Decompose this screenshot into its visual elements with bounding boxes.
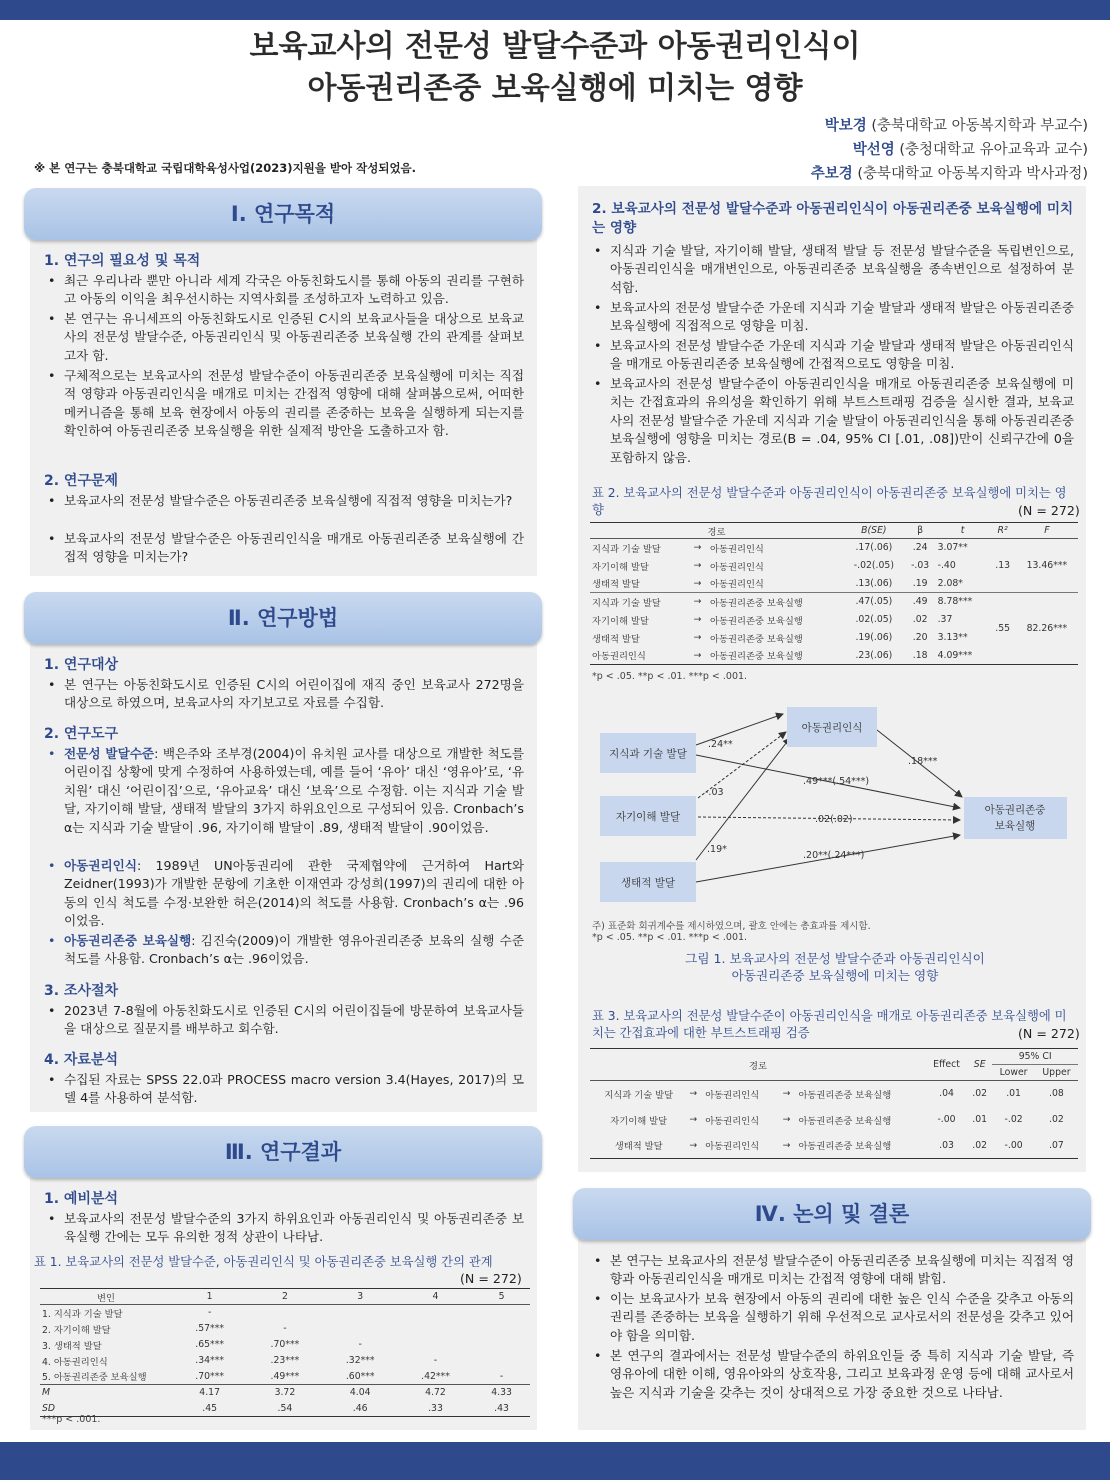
- table-row: 자기이해 발달 → 아동권리인식 → 아동권리존중 보육실행 -.00 .01 -.02 .02: [610, 1114, 1064, 1127]
- coef-label: -.03: [705, 787, 724, 798]
- table-row: 자기이해 발달 → 아동권리존중 보육실행 .02(.05) .02 .37: [592, 614, 953, 627]
- table-row-sd: SD .45 .54 .46 .33 .43: [42, 1402, 509, 1414]
- table-row: 생태적 발달 → 아동권리인식 → 아동권리존중 보육실행 .03 .02 -.00 .07: [614, 1139, 1064, 1153]
- bullet: • 보육교사의 전문성 발달수준 가운데 지식과 기술 발달과 생태적 발달은 아동권리인식을 매개로 아동권리존중 보육실행에 간접적으로도 영향을 미침.: [590, 337, 1074, 374]
- table-2-note: *p < .05. **p < .01. ***p < .001.: [592, 671, 748, 682]
- bullet: • 구체적으로는 보육교사의 전문성 발달수준이 아동권리존중 보육실행에 미치는 직접적 영향과 아동권리인식을 매개로 미치는 간접적 영향에 대해 살펴봄으로써, 어떠한 메커니즘을 통해 보육 현장에서 아동의 권리를 존중하는 보육을 실행하게 되는지를 확인하여 아동권리존중 보육실행을 위한 실제적 방안을 도출하고자 함.: [44, 367, 524, 441]
- bullet: • 본 연구의 결과에서는 전문성 발달수준의 하위요인들 중 특히 지식과 기술 발달, 즉 영유아에 대한 이해, 영유아와의 상호작용, 그리고 보육과정 운영 등에 대해 교사로서 높은 지식과 기술을 갖추는 것이 상대적으로 가장 중요한 것으로 나타남.: [590, 1347, 1074, 1402]
- author-1: 박보경 (충북대학교 아동복지학과 부교수): [824, 118, 1088, 134]
- research-question: • 보육교사의 전문성 발달수준은 아동권리인식을 매개로 아동권리존중 보육실행에 간접적 영향을 미치는가?: [44, 530, 524, 567]
- subheading-instruments: 2. 연구도구: [44, 726, 119, 742]
- bullet: • 이는 보육교사가 보육 현장에서 아동의 권리에 대한 높은 인식 수준을 갖추고 아동의 권리를 존중하는 보육을 실행하기 위해 우선적으로 교사로서의 전문성을 갖추고 있어야 함을 의미함.: [590, 1290, 1074, 1345]
- table-2-n: (N = 272): [1018, 503, 1080, 518]
- table-2-caption: 표 2. 보육교사의 전문성 발달수준과 아동권리인식이 아동권리존중 보육실행에 미치는 영향: [592, 486, 1067, 517]
- table-1-n: (N = 272): [460, 1271, 522, 1286]
- subheading-main-result: 2. 보육교사의 전문성 발달수준과 아동권리인식이 아동권리존중 보육실행에 미치는 영향: [592, 201, 1074, 236]
- subheading-analysis: 4. 자료분석: [44, 1052, 119, 1068]
- table-row: 3. 생태적 발달 .65*** .70*** -: [42, 1339, 362, 1352]
- instrument-item: • 아동권리인식: 1989년 UN아동권리에 관한 국제협약에 근거하여 Hart와 Zeidner(1993)가 개발한 문항에 기초한 이재연과 강성희(1997)의 권리에 대한 아동의 인식 척도를 수정·보완한 허은(2014)의 척도를 사용함. Cronbach’s α는 .96이었음.: [44, 857, 524, 931]
- bullet: • 2023년 7-8월에 아동친화도시로 인증된 C시의 어린이집들에 방문하여 보육교사들을 대상으로 질문지를 배부하고 회수함.: [44, 1002, 524, 1039]
- arrow-ecological-to-awareness: [696, 738, 790, 860]
- table-row: 4. 아동권리인식 .34*** .23*** .32*** -: [42, 1355, 438, 1368]
- table-row: 1. 지식과 기술 발달 -: [42, 1307, 212, 1320]
- author-list: [811, 114, 1088, 186]
- table-row-mean: M 4.17 3.72 4.04 4.72 4.33: [42, 1387, 512, 1399]
- table-3-caption: 표 3. 보육교사의 전문성 발달수준이 아동권리인식을 매개로 아동권리존중 보육실행에 미치는 간접효과에 대한 부트스트래핑 검증: [592, 1009, 1067, 1040]
- table-header-row: 경로 B(SE) β t R² F: [590, 523, 1078, 539]
- node-label: 아동권리인식: [801, 722, 863, 734]
- bullet: • 수집된 자료는 SPSS 22.0과 PROCESS macro version 3.4(Hayes, 2017)의 모델 4를 사용하여 분석함.: [44, 1071, 524, 1108]
- node-label: 지식과 기술 발달: [609, 748, 687, 760]
- top-band: [0, 0, 1110, 20]
- subheading-subjects: 1. 연구대상: [44, 657, 119, 673]
- table-subheader-row: Lower Upper: [590, 1065, 1078, 1081]
- author-2: 박선영 (충청대학교 유아교육과 교수): [852, 142, 1088, 158]
- table-row: 지식과 기술 발달 → 아동권리존중 보육실행 .47(.05) .49 8.78*** .55 82.26***: [592, 596, 1068, 634]
- section-1-header: Ⅰ. 연구목적: [24, 188, 542, 240]
- table-header-row: 변인 1 2 3 4 5: [40, 1289, 530, 1305]
- section-2-header: Ⅱ. 연구방법: [24, 592, 542, 644]
- coef-label: .49***(.54***): [803, 776, 870, 787]
- bullet: • 보육교사의 전문성 발달수준 가운데 지식과 기술 발달과 생태적 발달은 아동권리존중 보육실행에 직접적으로 영향을 미침.: [590, 299, 1074, 336]
- bullet: • 보육교사의 전문성 발달수준이 아동권리인식을 매개로 아동권리존중 보육실행에 미치는 간접효과의 유의성을 확인하기 위해 부트스트래핑 검증을 실시한 결과, 보육교사의 전문성 발달수준 가운데 지식과 기술 발달이 아동권리인식을 통해 아동권리존중 보육실행에 영향을 미치는 경로(B = .04, 95% CI [.01, .08])만이 신뢰구간에 0을 포함하지 않음.: [590, 375, 1074, 467]
- table-row: 생태적 발달 → 아동권리인식 .13(.06) .19 2.08*: [590, 575, 1078, 593]
- bottom-band: [0, 1442, 1110, 1480]
- node-label: 아동권리존중: [984, 804, 1046, 816]
- coef-label: .24**: [708, 739, 733, 750]
- section-4-header: Ⅳ. 논의 및 결론: [573, 1188, 1091, 1240]
- figure-1-caption: 그림 1. 보육교사의 전문성 발달수준과 아동권리인식이 아동권리존중 보육실행에 미치는 영향: [685, 951, 985, 983]
- subheading-purpose: 1. 연구의 필요성 및 목적: [44, 253, 201, 269]
- coef-label: .18***: [908, 756, 938, 767]
- table-1-note: ***p < .001.: [42, 1414, 101, 1425]
- table-3-n: (N = 272): [1018, 1026, 1080, 1041]
- coef-label: .19*: [707, 844, 727, 855]
- table-header-row: 경로 Effect SE 95% CI: [590, 1049, 1078, 1065]
- table-row: 지식과 기술 발달 → 아동권리인식 → 아동권리존중 보육실행 .04 .02 .01 .08: [604, 1088, 1064, 1101]
- bullet: • 본 연구는 보육교사의 전문성 발달수준이 아동권리존중 보육실행에 미치는 직접적 영향과 아동권리인식을 매개로 미치는 간접적 영향에 대해 밝힘.: [590, 1252, 1074, 1289]
- table-row: 아동권리인식 → 아동권리존중 보육실행 .23(.06) .18 4.09***: [592, 649, 973, 663]
- table-row: 지식과 기술 발달 → 아동권리인식 .17(.06) .24 3.07** .13 13.46***: [592, 542, 1068, 571]
- research-question: • 보육교사의 전문성 발달수준은 아동권리존중 보육실행에 직접적 영향을 미치는가?: [44, 492, 524, 510]
- table-row: 2. 자기이해 발달 .57*** -: [42, 1323, 287, 1336]
- table-3: [590, 1048, 1078, 1159]
- table-row: 생태적 발달 → 아동권리존중 보육실행 .19(.06) .20 3.13**: [592, 632, 968, 645]
- funding-note: ※ 본 연구는 충북대학교 국립대학육성사업(2023)지원을 받아 작성되었음.: [34, 161, 417, 175]
- instrument-item: • 전문성 발달수준: 백은주와 조부경(2004)이 유치원 교사를 대상으로 개발한 척도를 어린이집 상황에 맞게 수정하여 사용하였는데, 예를 들어 ‘유아’ 대신 ‘영유아’로, ‘유치원’ 대신 ‘어린이집’으로, ‘유아교육’ 대신 ‘보육’으로 수정함. 이는 지식과 기술 발달, 자기이해 발달, 생태적 발달의 3가지 하위요인으로 구성되어 있음. Cronbach’s α는 지식과 기술 발달이 .96, 자기이해 발달이 .89, 생태적 발달이 .90이었음.: [44, 745, 524, 837]
- section-3-header: Ⅲ. 연구결과: [24, 1126, 542, 1178]
- subheading-procedure: 3. 조사절차: [44, 983, 119, 999]
- subheading-preliminary: 1. 예비분석: [44, 1191, 119, 1207]
- table-1: [40, 1288, 530, 1417]
- poster-title: 보육교사의 전문성 발달수준과 아동권리인식이 아동권리존중 보육실행에 미치는 영향: [249, 29, 861, 106]
- figure-note: 주) 표준화 회귀계수를 제시하였으며, 괄호 안에는 총효과를 제시함.: [592, 921, 871, 932]
- table-row: 5. 아동권리존중 보육실행 .70*** .49*** .60*** .42*** -: [40, 1369, 530, 1385]
- coef-label: .02(.02): [815, 814, 853, 825]
- path-diagram: [590, 700, 1080, 910]
- table-2: [590, 522, 1078, 665]
- node-label: 생태적 발달: [620, 877, 676, 889]
- bullet: • 보육교사의 전문성 발달수준의 3가지 하위요인과 아동권리인식 및 아동권리존중 보육실행 간에는 모두 유의한 정적 상관이 나타남.: [44, 1210, 524, 1247]
- subheading-questions: 2. 연구문제: [44, 473, 119, 489]
- coef-label: .20**(.24***): [803, 850, 865, 861]
- bullet: • 본 연구는 유니세프의 아동친화도시로 인증된 C시의 보육교사들을 대상으로 보육교사의 전문성 발달수준, 아동권리인식 및 아동권리존중 보육실행 간의 관계를 살펴보고자 함.: [44, 310, 524, 365]
- figure-note-sig: *p < .05. **p < .01. ***p < .001.: [592, 932, 748, 943]
- table-row: 자기이해 발달 → 아동권리인식 -.02(.05) -.03 -.40: [592, 560, 956, 573]
- node-label: 보육실행: [994, 820, 1036, 832]
- bullet: • 본 연구는 아동친화도시로 인증된 C시의 어린이집에 재직 중인 보육교사 272명을 대상으로 하였으며, 보육교사의 자기보고로 자료를 수집함.: [44, 676, 524, 713]
- table-1-caption: 표 1. 보육교사의 전문성 발달수준, 아동권리인식 및 아동권리존중 보육실행 간의 관계: [34, 1255, 493, 1269]
- node-label: 자기이해 발달: [615, 811, 681, 823]
- bullet: • 최근 우리나라 뿐만 아니라 세계 각국은 아동친화도시를 통해 아동의 권리를 구현하고 아동의 이익을 최우선시하는 지역사회를 조성하고자 노력하고 있음.: [44, 272, 524, 309]
- bullet: • 지식과 기술 발달, 자기이해 발달, 생태적 발달 등 전문성 발달수준을 독립변인으로, 아동권리인식을 매개변인으로, 아동권리존중 보육실행을 종속변인으로 설정하여 분석함.: [590, 242, 1074, 297]
- author-3: 추보경 (충북대학교 아동복지학과 박사과정): [810, 166, 1088, 182]
- instrument-item: • 아동권리존중 보육실행: 김진숙(2009)이 개발한 영유아권리존중 보육의 실행 수준 척도를 사용함. Cronbach’s α는 .96이었음.: [44, 932, 524, 969]
